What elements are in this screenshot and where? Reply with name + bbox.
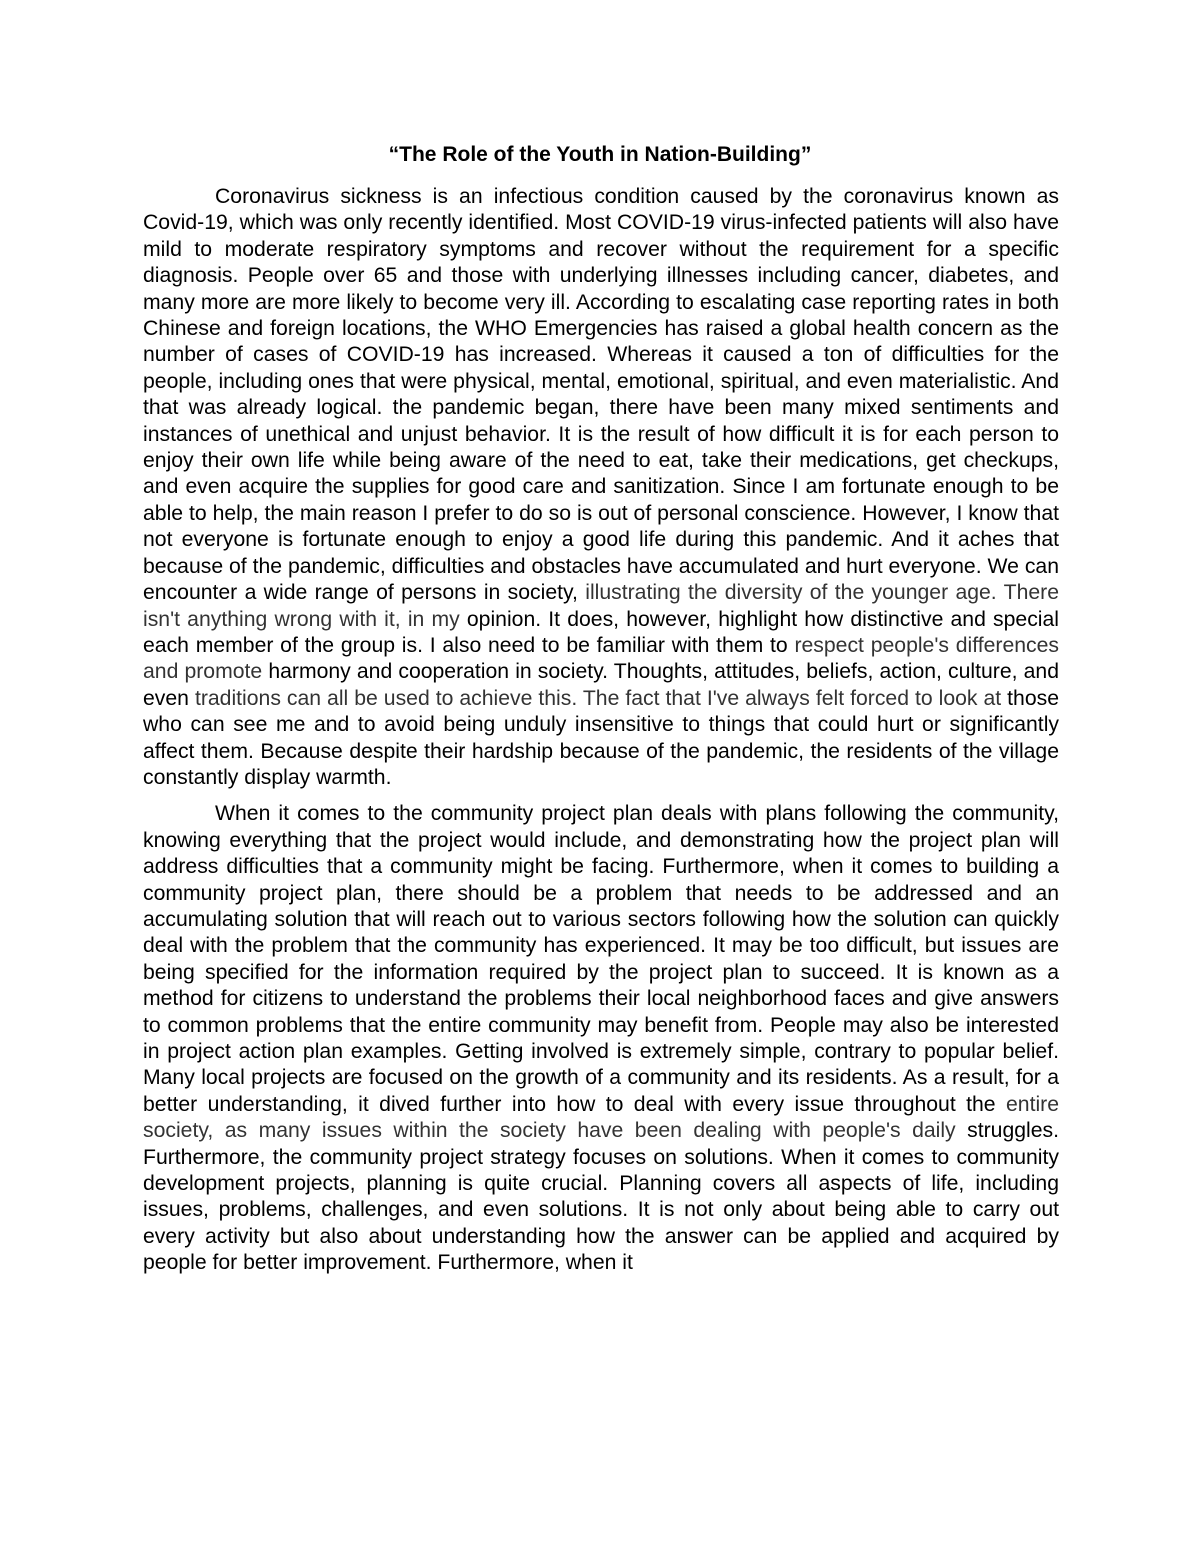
paragraph-1-text-2: illustrating the diversity of the younger age. There isn't anything wrong with it, in my <box>143 581 1059 631</box>
paragraph-2-text-2: entire society, as many issues within the society have been dealing with people's daily <box>143 1092 1059 1143</box>
paragraph-1-text-6: traditions can all be used to achieve this. The fact that I've always felt forced to look at <box>194 686 1002 710</box>
paragraph-1-text-7: those who can see me and to avoid being unduly insensitive to things that could hurt or significantly affect them. Because despite their hardship because of the pandemic, the residents of the village constantly display warmth. <box>143 686 1059 789</box>
paragraph-2-text-1: When it comes to the community project plan deals with plans following the community, knowing everything that the project would include, and demonstrating how the project plan will address difficulties that a community might be facing. Furthermore, when it comes to building a community project plan, there should be a problem that needs to be addressed and an accumulating solution that will reach out to various sectors following how the solution can quickly deal with the problem that the community has experienced. It may be too difficult, but issues are being specified for the information required by the project plan to succeed. It is known as a method for citizens to understand the problems their local neighborhood faces and give answers to common problems that the entire community may benefit from. People may also be interested in project action plan examples. Getting involved is extremely simple, contrary to popular belief. Many local projects are focused on the growth of a community and its residents. As a result, for a better understanding, it dived further into how to deal with every issue throughout the <box>143 802 1059 1116</box>
paragraph-1-text-1: Coronavirus sickness is an infectious condition caused by the coronavirus known as Covid-19, which was only recently identified. Most COVID-19 virus-infected patients will also have mild to moderate respiratory symptoms and recover without the requirement for a specific diagnosis. People over 65 and those with underlying illnesses including cancer, diabetes, and many more are more likely to become very ill. According to escalating case reporting rates in both Chinese and foreign locations, the WHO Emergencies has raised a global health concern as the number of cases of COVID-19 has increased. Whereas it caused a ton of difficulties for the people, including ones that were physical, mental, emotional, spiritual, and even materialistic. And that was already logical. the pandemic began, there have been many mixed sentiments and instances of unethical and unjust behavior. It is the result of how difficult it is for each person to enjoy their own life while being aware of the need to eat, take their medications, get checkups, and even acquire the supplies for good care and sanitization. Since I am fortunate enough to be able to help, the main reason I prefer to do so is out of personal conscience. However, I know that not everyone is fortunate enough to enjoy a good life during this pandemic. And it aches that because of the pandemic, difficulties and obstacles have accumulated and hurt everyone. We can encounter a wide range of persons in society, <box>143 185 1059 605</box>
paragraph-1-text-5: harmony and cooperation in society. Thoughts, attitudes, beliefs, action, culture, and even <box>143 660 1059 710</box>
document-title: “The Role of the Youth in Nation-Building” <box>388 143 812 166</box>
paragraph-2-text-3: struggles. Furthermore, the community project strategy focuses on solutions. When it comes to community development projects, planning is quite crucial. Planning covers all aspects of life, including issues, problems, challenges, and even solutions. It is not only about being able to carry out every activity but also about understanding how the answer can be applied and acquired by people for better improvement. Furthermore, when it <box>143 1119 1059 1275</box>
paragraph-1 <box>143 184 1059 791</box>
paragraph-1-text-4: respect people's differences and promote <box>143 633 1059 684</box>
paragraph-2 <box>143 801 1059 1276</box>
paragraph-1-text-3: opinion. It does, however, highlight how distinctive and special each member of the group is. I also need to be familiar with them to <box>143 607 1059 657</box>
document-body <box>143 184 1059 1277</box>
